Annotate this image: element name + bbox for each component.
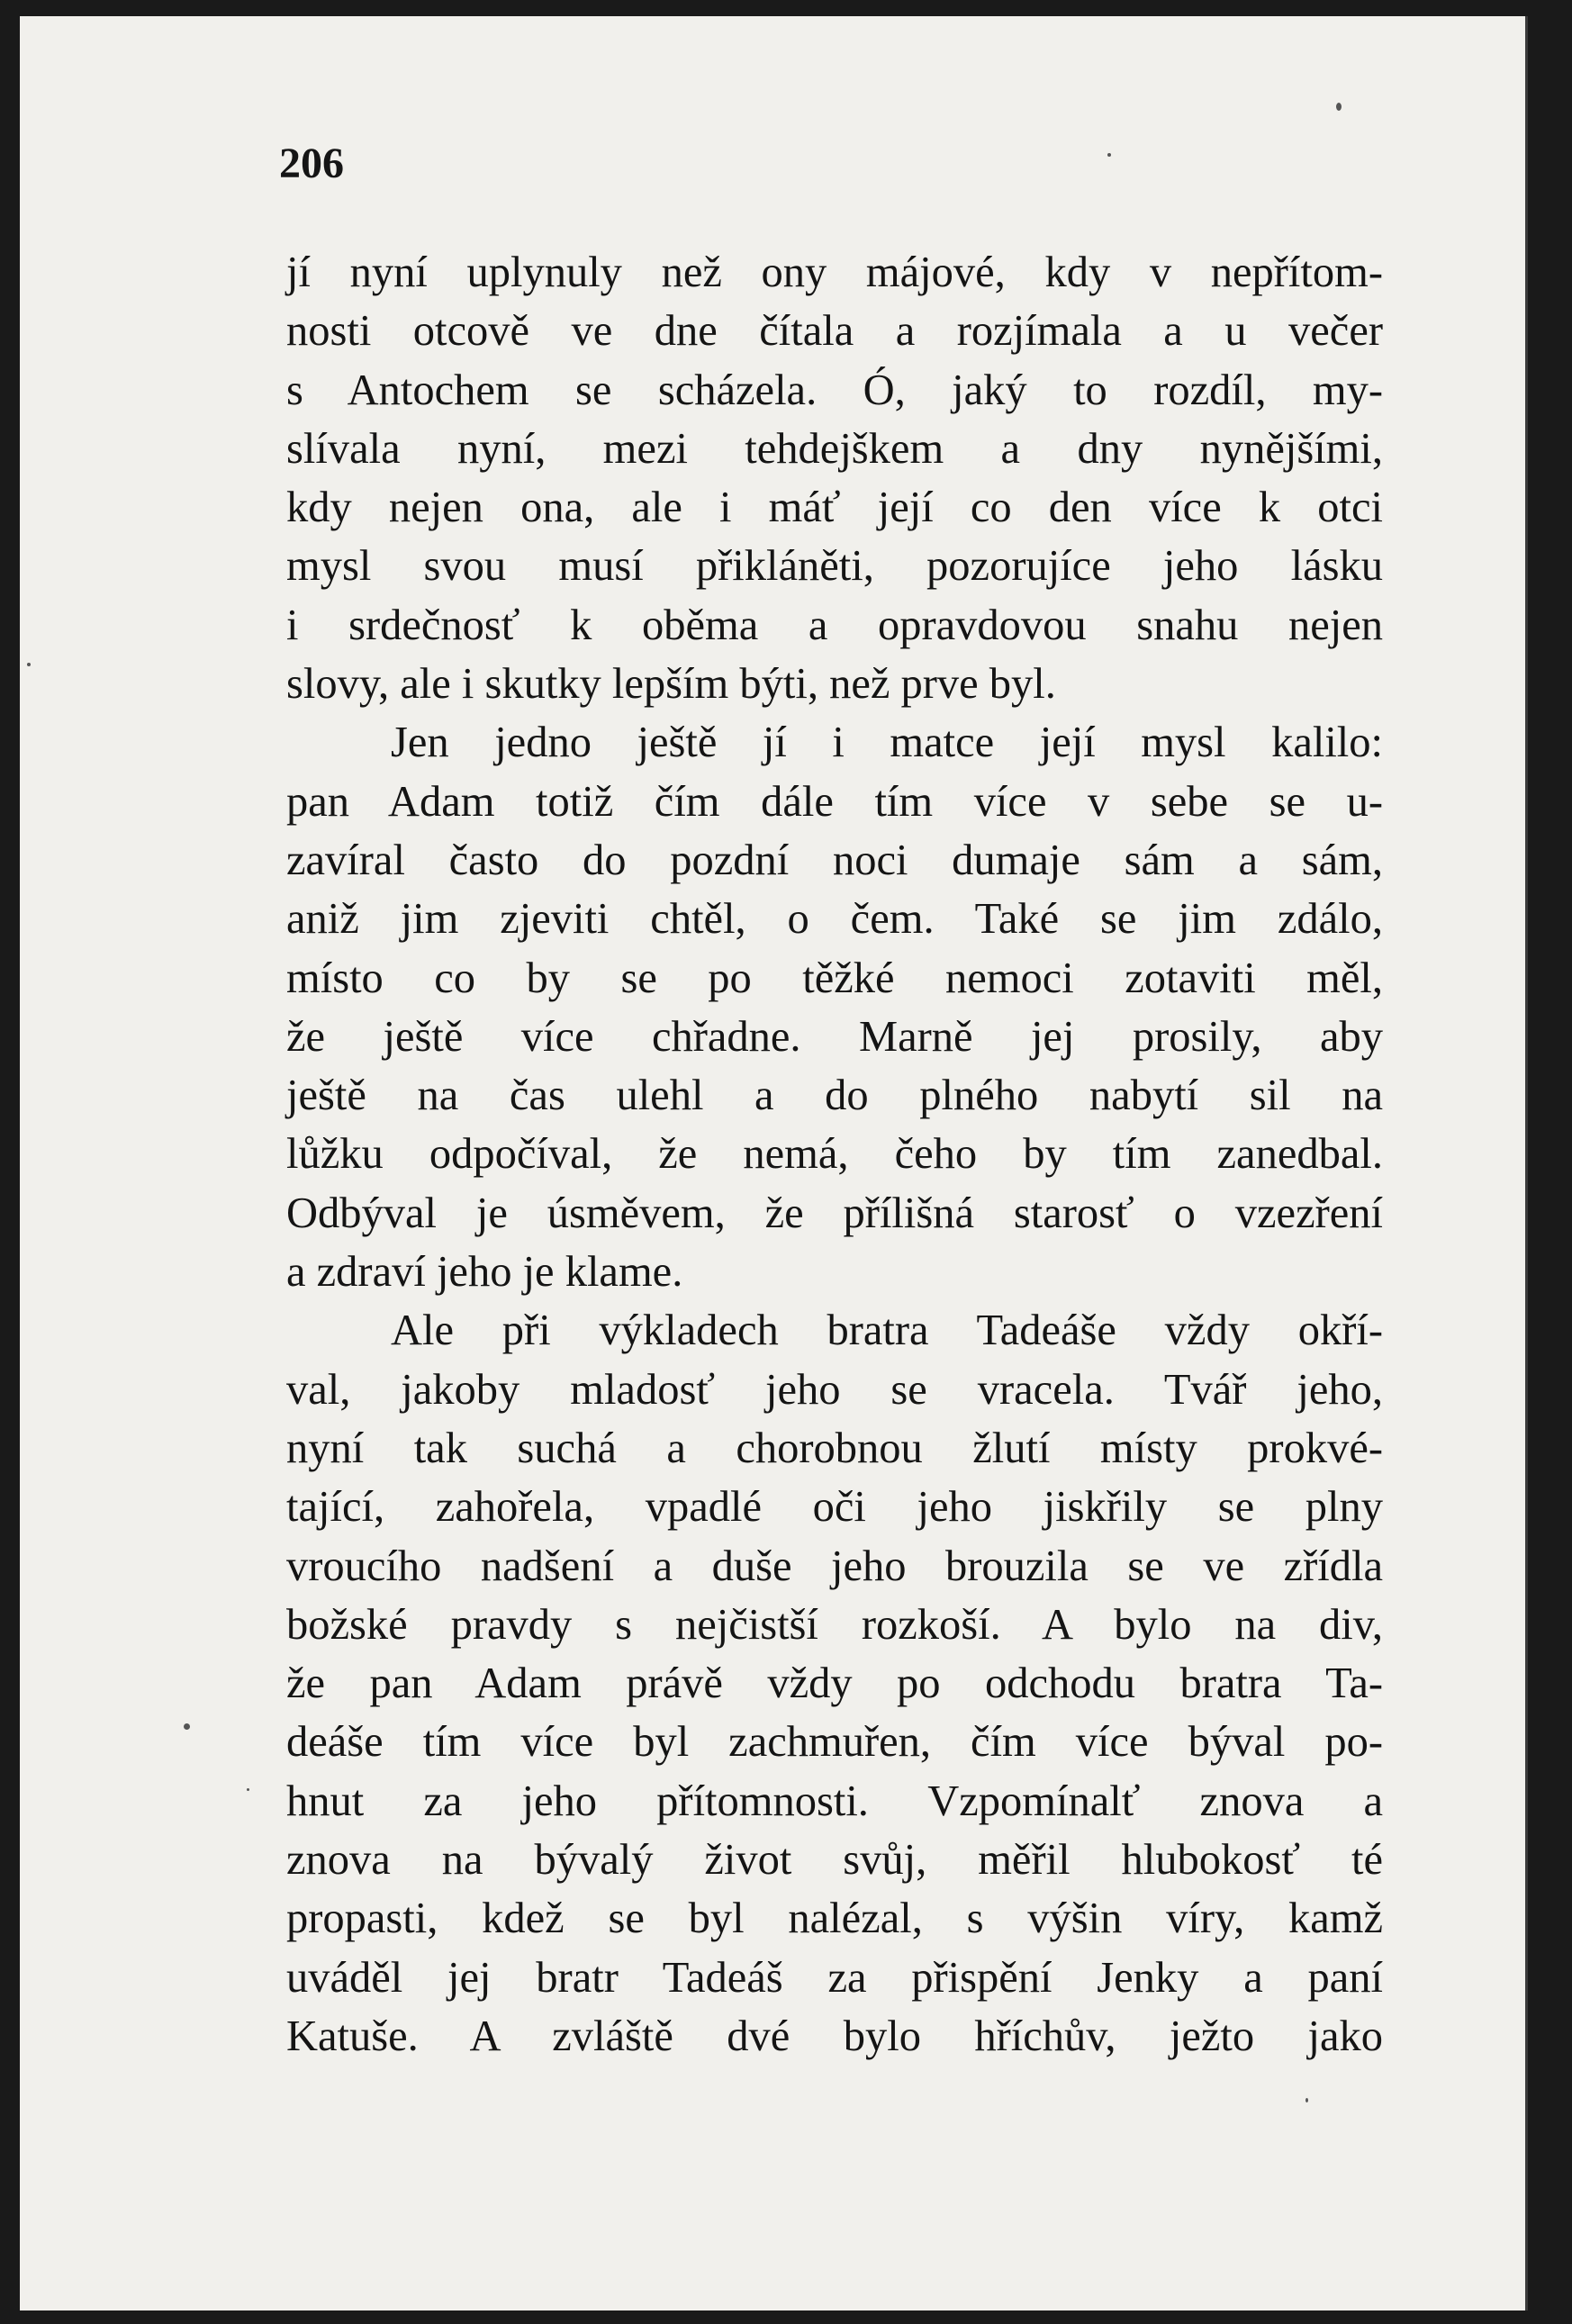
dust-speck — [1107, 153, 1111, 157]
text-line: jí nyní uplynuly než ony májové, kdy v nepřítom- — [286, 249, 1383, 296]
text-line: místo co by se po těžké nemoci zotaviti měl, — [286, 954, 1383, 1002]
text-line: slívala nyní, mezi tehdejškem a dny nynějšími, — [286, 424, 1383, 473]
text-line: božské pravdy s nejčistší rozkoší. A bylo na div, — [286, 1600, 1383, 1649]
text-line: pan Adam totiž čím dále tím více v sebe se u- — [286, 777, 1383, 826]
text-line: propasti, kdež se byl nalézal, s výšin víry, kamž — [286, 1894, 1383, 1943]
text-line: aniž jim zjeviti chtěl, o čem. Také se jim zdálo, — [286, 895, 1383, 944]
text-line: hnut za jeho přítomnosti. Vzpomínalť znova a — [286, 1777, 1383, 1825]
dust-speck — [184, 1723, 190, 1730]
text-line: a zdraví jeho je klame. — [286, 1248, 683, 1297]
text-line: tající, zahořela, vpadlé oči jeho jiskřily se plny — [286, 1483, 1383, 1532]
text-line: nyní tak suchá a chorobnou žlutí místy prokvé- — [286, 1424, 1383, 1472]
text-line: deáše tím více byl zachmuřen, čím více býval po- — [286, 1718, 1383, 1767]
page-number: 206 — [279, 140, 344, 187]
text-line: i srdečnosť k oběma a opravdovou snahu nejen — [286, 601, 1383, 649]
dust-speck — [27, 663, 31, 666]
body-text — [286, 243, 1383, 2066]
text-line: slovy, ale i skutky lepším býti, než prve byl. — [286, 660, 1056, 709]
text-line: že ještě více chřadne. Marně jej prosily, aby — [286, 1012, 1383, 1061]
text-line: vroucího nadšení a duše jeho brouzila se ve zřídla — [286, 1542, 1383, 1590]
dust-speck — [247, 1788, 249, 1791]
text-line: mysl svou musí přikláněti, pozorujíce jeho lásku — [286, 542, 1383, 591]
text-line: zavíral často do pozdní noci dumaje sám a sám, — [286, 836, 1383, 884]
text-line: že pan Adam právě vždy po odchodu bratra Ta- — [286, 1659, 1383, 1708]
text-line: lůžku odpočíval, že nemá, čeho by tím zanedbal. — [286, 1130, 1383, 1179]
dust-speck — [1305, 2098, 1308, 2102]
dust-speck — [1336, 103, 1342, 111]
text-line: znova na bývalý život svůj, měřil hlubokosť té — [286, 1836, 1383, 1885]
text-line: ještě na čas ulehl a do plného nabytí sil na — [286, 1072, 1383, 1120]
text-line: kdy nejen ona, ale i máť její co den více k otci — [286, 484, 1383, 532]
paper-sheet — [20, 16, 1528, 2310]
text-line: Ale při výkladech bratra Tadeáše vždy okří- — [391, 1307, 1383, 1355]
text-line: Odbýval je úsměvem, že přílišná starosť o vzezření — [286, 1189, 1383, 1237]
text-line: s Antochem se scházela. Ó, jaký to rozdíl, my- — [286, 366, 1383, 414]
text-line: Katuše. A zvláště dvé bylo hříchův, ježto jako — [286, 2012, 1383, 2060]
text-line: Jen jedno ještě jí i matce její mysl kalilo: — [391, 719, 1383, 767]
text-line: nosti otcově ve dne čítala a rozjímala a u večer — [286, 307, 1383, 356]
text-line: val, jakoby mladosť jeho se vracela. Tvář jeho, — [286, 1365, 1383, 1414]
text-line: uváděl jej bratr Tadeáš za přispění Jenky a paní — [286, 1953, 1383, 2002]
